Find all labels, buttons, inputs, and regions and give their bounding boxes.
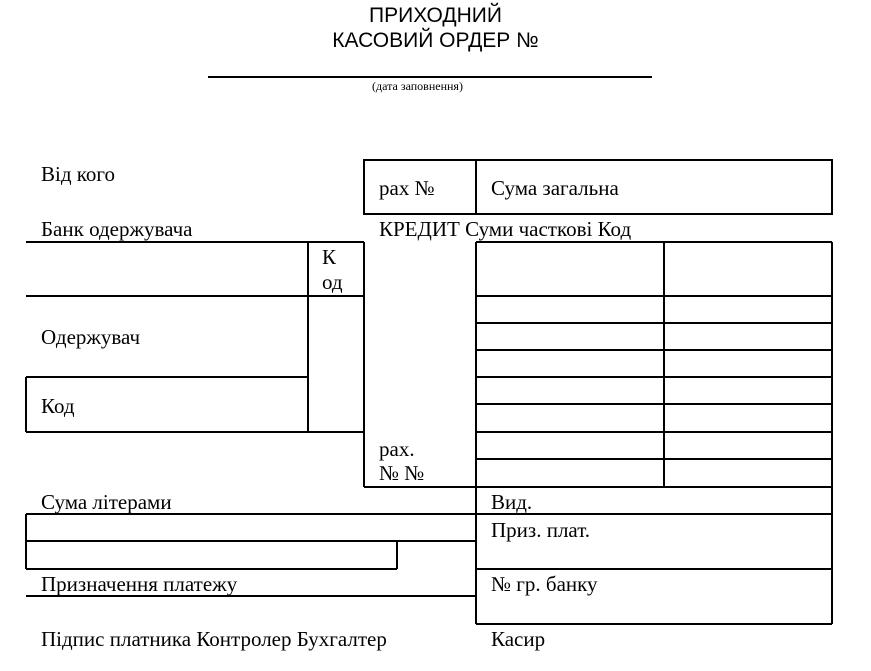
account-no-label: рах № xyxy=(379,176,435,200)
priz-plat-label: Приз. плат. xyxy=(491,518,591,542)
total-sum-label: Сума загальна xyxy=(491,176,619,200)
bank-group-no-label: № гр. банку xyxy=(491,572,598,596)
recipient-bank-label: Банк одержувача xyxy=(41,217,193,241)
from-whom-label: Від кого xyxy=(41,162,116,186)
account-rah-label: рах. xyxy=(379,437,415,461)
code-label: Код xyxy=(41,394,75,418)
form-title-line-1: ПРИХОДНИЙ xyxy=(369,4,502,27)
code-od-label: од xyxy=(322,270,343,294)
payment-purpose-label: Призначення платежу xyxy=(41,572,238,596)
signatures-label: Підпис платника Контролер Бухгалтер xyxy=(41,627,387,651)
cashier-label: Касир xyxy=(491,627,546,651)
credit-header-label: КРЕДИТ Суми часткові Код xyxy=(379,217,632,241)
code-k-label: К xyxy=(322,245,337,269)
vid-label: Вид. xyxy=(491,490,533,514)
sum-in-words-label: Сума літерами xyxy=(41,490,172,514)
recipient-label: Одержувач xyxy=(41,325,141,349)
form-title-line-2: КАСОВИЙ ОРДЕР № xyxy=(332,29,539,52)
account-nn-label: № № xyxy=(379,461,425,485)
date-caption: (дата заповнення) xyxy=(372,79,463,93)
